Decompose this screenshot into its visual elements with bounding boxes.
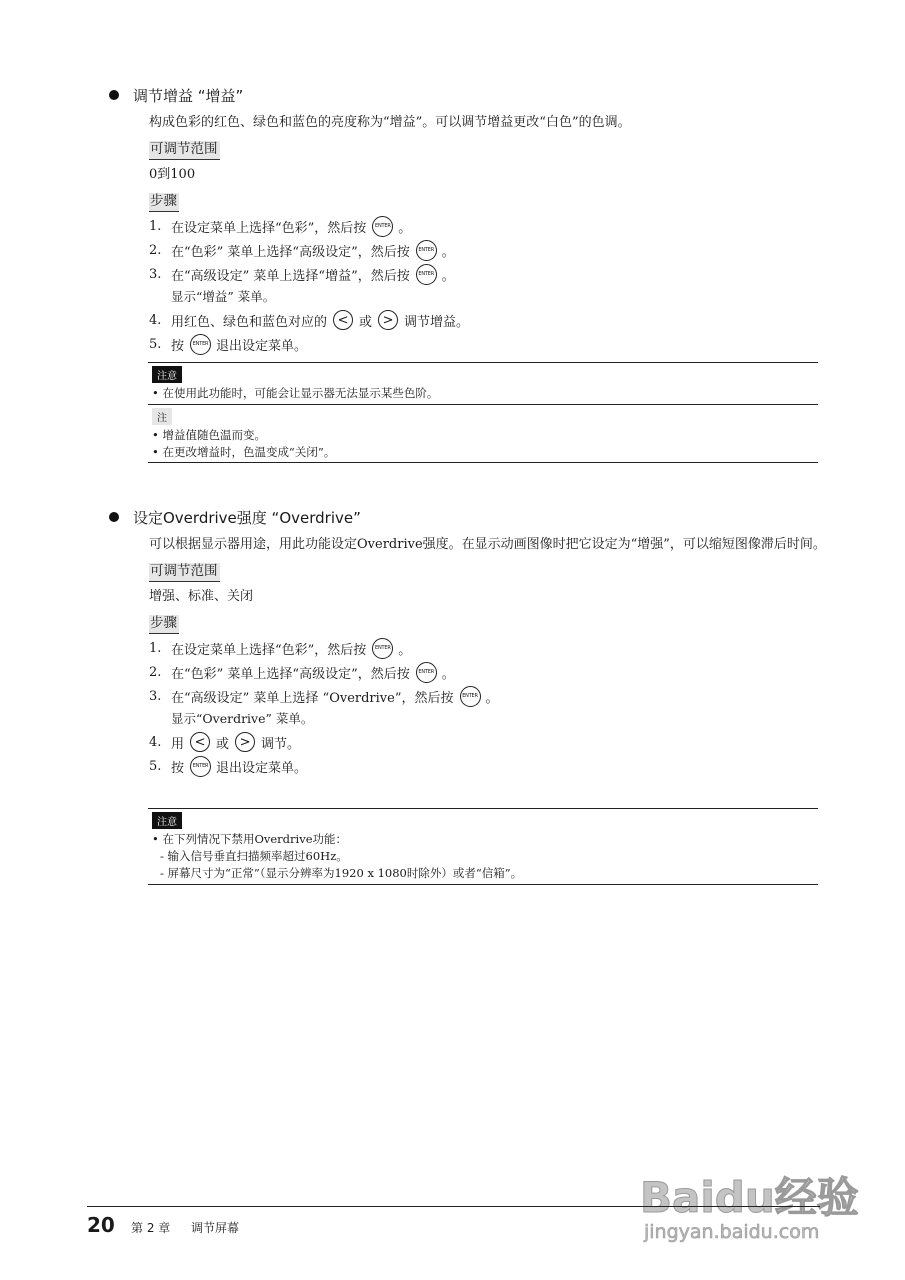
caution-subitem: - 输入信号垂直扫描频率超过60Hz。	[160, 849, 348, 863]
step-item: 3. 在“高级设定” 菜单上选择 “Overdrive”，然后按 ENTER 。	[149, 684, 820, 708]
step-item: 5. 按 ENTER 退出设定菜单。	[149, 332, 820, 356]
enter-button-icon: ENTER	[372, 638, 393, 659]
caution-item: • 在使用此功能时，可能会让显示器无法显示某些色阶。	[152, 386, 439, 400]
caution-tag: 注意	[152, 366, 182, 383]
step-item: 2. 在“色彩” 菜单上选择“高级设定”，然后按 ENTER 。	[149, 238, 820, 262]
enter-button-icon: ENTER	[190, 334, 211, 355]
watermark-url: jingyan.baidu.com	[644, 1221, 820, 1243]
range-label: 可调节范围	[149, 563, 220, 582]
step-item: 4. 用红色、绿色和蓝色对应的 < 或 > 调节增益。	[149, 308, 820, 332]
note-item: • 在更改增益时，色温变成“关闭”。	[152, 445, 336, 459]
caution-box	[148, 362, 818, 463]
range-value: 0到100	[149, 167, 196, 182]
caution-box	[148, 808, 818, 885]
section-heading	[108, 506, 820, 528]
enter-button-icon: ENTER	[416, 662, 437, 683]
caution-item: • 在下列情况下禁用Overdrive功能：	[152, 832, 348, 846]
left-arrow-icon: <	[190, 732, 210, 752]
caution-subitem: - 屏幕尺寸为“正常”（显示分辨率为1920 x 1080时除外）或者“信箱”。	[160, 866, 523, 880]
bullet-icon	[109, 512, 119, 522]
steps-label: 步骤	[149, 615, 179, 634]
range-value: 增强、标准、关闭	[149, 589, 254, 604]
caution-tag: 注意	[152, 812, 182, 829]
section-intro: 构成色彩的红色、绿色和蓝色的亮度称为“增益”。可以调节增益更改“白色”的色调。	[149, 115, 631, 130]
note-item: • 增益值随色温而变。	[152, 428, 266, 442]
enter-button-icon: ENTER	[416, 240, 437, 261]
step-item: 4. 用 < 或 > 调节。	[149, 730, 820, 754]
step-item: 3. 在“高级设定” 菜单上选择“增益”，然后按 ENTER 。	[149, 262, 820, 286]
bullet-icon	[109, 90, 119, 100]
enter-button-icon: ENTER	[460, 686, 481, 707]
right-arrow-icon: >	[378, 310, 398, 330]
step-item: 5. 按 ENTER 退出设定菜单。	[149, 754, 820, 778]
footer-divider	[87, 1206, 820, 1207]
chapter-label: 第 2 章	[131, 1221, 171, 1235]
range-label: 可调节范围	[149, 141, 220, 160]
enter-button-icon: ENTER	[416, 264, 437, 285]
note-tag: 注	[152, 408, 172, 425]
steps-list	[149, 214, 820, 356]
enter-button-icon: ENTER	[190, 756, 211, 777]
step-item: 1. 在设定菜单上选择“色彩”，然后按 ENTER 。	[149, 214, 820, 238]
section-gain	[108, 84, 820, 356]
section-title: 设定Overdrive强度 “Overdrive”	[133, 508, 361, 527]
baidu-logo: Baidu经验	[640, 1173, 859, 1222]
chapter-title: 调节屏幕	[191, 1221, 240, 1235]
section-intro: 可以根据显示器用途，用此功能设定Overdrive强度。在显示动画图像时把它设定为“增强”，可以缩短图像滞后时间。	[149, 537, 826, 552]
step-item: 2. 在“色彩” 菜单上选择“高级设定”，然后按 ENTER 。	[149, 660, 820, 684]
watermark	[640, 1145, 880, 1255]
page-number: 20	[87, 1213, 115, 1237]
enter-button-icon: ENTER	[372, 216, 393, 237]
section-overdrive	[108, 506, 826, 778]
left-arrow-icon: <	[333, 310, 353, 330]
right-arrow-icon: >	[235, 732, 255, 752]
steps-list	[149, 636, 820, 778]
section-heading	[108, 84, 820, 106]
step-note: 显示“Overdrive” 菜单。	[171, 711, 314, 726]
steps-label: 步骤	[149, 193, 179, 212]
step-item: 1. 在设定菜单上选择“色彩”，然后按 ENTER 。	[149, 636, 820, 660]
section-title: 调节增益 “增益”	[133, 86, 244, 105]
step-note: 显示“增益” 菜单。	[171, 289, 276, 304]
